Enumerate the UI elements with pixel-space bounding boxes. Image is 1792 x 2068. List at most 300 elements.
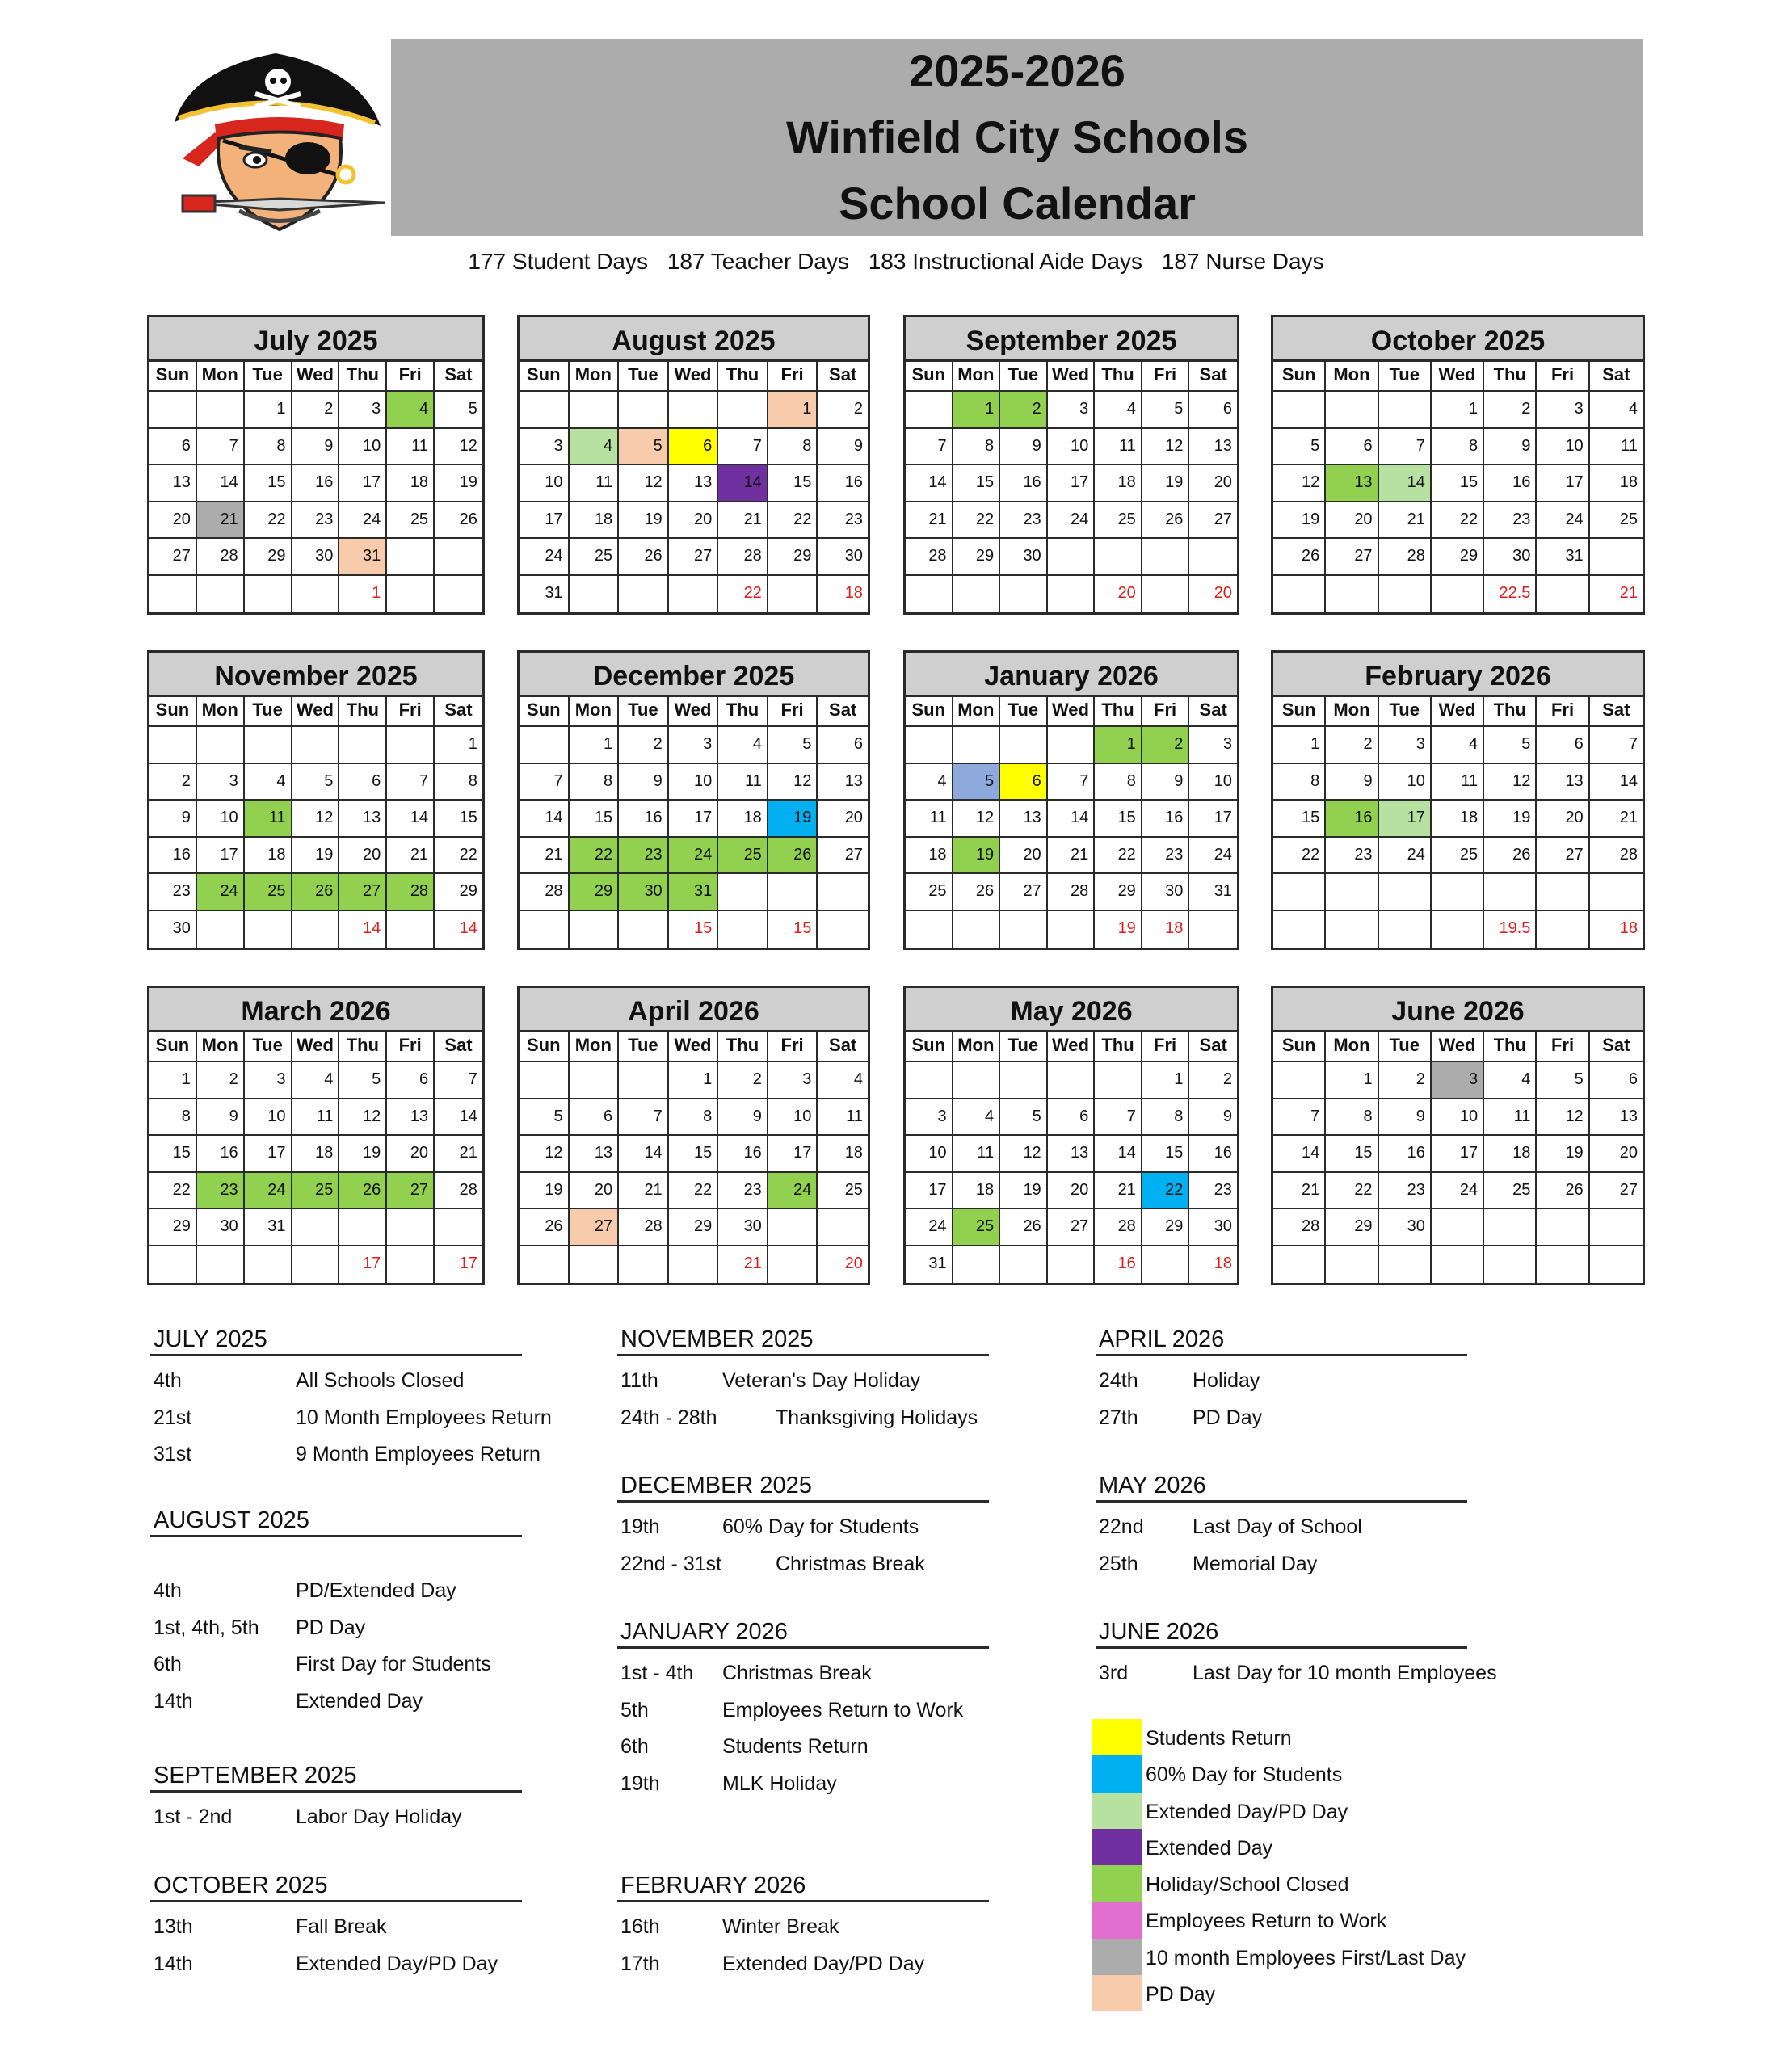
- event-description: Veteran's Day Holiday: [722, 1369, 921, 1392]
- weekday-header: Sat: [1189, 362, 1237, 392]
- empty-cell: [1379, 576, 1432, 613]
- weekday-header: Mon: [570, 1032, 620, 1062]
- day-cell: 31: [520, 576, 570, 613]
- empty-cell: [953, 727, 1001, 764]
- event-date: 14th: [154, 1689, 193, 1713]
- month-july-2025: [147, 315, 485, 615]
- month-january-2026: [903, 650, 1239, 950]
- day-cell: 27: [669, 539, 719, 576]
- day-cell: 2: [1326, 727, 1378, 764]
- weekday-header: Sun: [1273, 697, 1326, 727]
- event-date: 1st - 4th: [620, 1662, 694, 1684]
- empty-cell: [197, 1246, 245, 1284]
- event-description: Memorial Day: [1193, 1552, 1318, 1575]
- day-cell: 18: [718, 801, 768, 838]
- day-cell: 1: [953, 392, 1001, 429]
- weekday-header: Mon: [1326, 697, 1378, 727]
- empty-cell: [1326, 392, 1378, 429]
- day-cell: 27: [1326, 539, 1378, 576]
- day-cell: 23: [619, 838, 669, 875]
- day-cell: 24: [1379, 838, 1432, 875]
- empty-cell: [1484, 1246, 1537, 1284]
- day-cell: 13: [1048, 1136, 1096, 1173]
- empty-cell: [619, 1062, 669, 1099]
- day-cell: 17: [1537, 465, 1589, 502]
- event-description: First Day for Students: [296, 1653, 491, 1675]
- day-total: 22.5: [1484, 576, 1537, 613]
- month-title: February 2026: [1273, 653, 1643, 697]
- event-row: [1096, 1400, 1467, 1437]
- day-cell: 14: [619, 1136, 669, 1173]
- weekday-header: Mon: [570, 697, 620, 727]
- day-cell: 10: [768, 1099, 818, 1137]
- weekday-header: Mon: [197, 362, 245, 392]
- empty-cell: [520, 727, 570, 764]
- empty-cell: [149, 576, 197, 613]
- day-cell: 6: [1048, 1099, 1096, 1137]
- empty-cell: [718, 911, 768, 948]
- event-date: 17th: [620, 1952, 660, 1975]
- day-cell: 5: [1537, 1062, 1589, 1099]
- empty-cell: [520, 911, 570, 948]
- day-cell: 3: [339, 392, 387, 429]
- day-cell: 8: [1432, 429, 1484, 466]
- day-cell: 19: [1000, 1173, 1048, 1210]
- empty-cell: [953, 911, 1001, 948]
- day-cell: 25: [387, 502, 435, 540]
- day-cell: 6: [387, 1062, 435, 1099]
- day-cell: 16: [1484, 465, 1537, 502]
- key-label: 10 month Employees First/Last Day: [1146, 1946, 1466, 1969]
- weekday-header: Wed: [669, 1032, 719, 1062]
- day-total: 1: [339, 576, 387, 613]
- day-cell: 17: [1189, 801, 1237, 838]
- day-cell: 19: [1142, 465, 1190, 502]
- day-cell: 5: [292, 764, 340, 801]
- day-cell: 26: [520, 1209, 570, 1246]
- month-december-2025: [517, 650, 870, 950]
- day-cell: 27: [1537, 838, 1589, 875]
- day-cell: 14: [387, 801, 435, 838]
- empty-cell: [1484, 874, 1537, 911]
- day-cell: 18: [818, 1136, 868, 1173]
- empty-cell: [245, 911, 292, 948]
- day-cell: 16: [1189, 1136, 1237, 1173]
- empty-cell: [1048, 727, 1096, 764]
- month-title: May 2026: [906, 988, 1237, 1032]
- day-cell: 21: [520, 838, 570, 875]
- day-cell: 3: [1537, 392, 1589, 429]
- day-cell: 21: [197, 502, 245, 540]
- day-cell: 12: [1537, 1099, 1589, 1137]
- day-total: 21: [1619, 583, 1638, 602]
- weekday-header: Fri: [768, 697, 818, 727]
- weekday-header: Sun: [1273, 1032, 1326, 1062]
- day-cell: 19: [1273, 502, 1326, 540]
- empty-cell: [1000, 727, 1048, 764]
- day-cell: 3: [906, 1099, 953, 1137]
- events-month-heading: OCTOBER 2025: [150, 1871, 522, 1902]
- day-cell: 2: [1000, 392, 1048, 429]
- empty-cell: [1048, 1246, 1096, 1284]
- weekday-header: Wed: [292, 362, 340, 392]
- event-row: [617, 1363, 989, 1400]
- day-cell: 15: [1326, 1136, 1378, 1173]
- empty-cell: [619, 576, 669, 613]
- day-cell: 12: [339, 1099, 387, 1137]
- weekday-header: Thu: [718, 697, 768, 727]
- empty-cell: [906, 392, 953, 429]
- day-cell: 18: [906, 838, 953, 875]
- day-total: 15: [768, 911, 818, 948]
- day-cell: 3: [1379, 727, 1432, 764]
- events-january: [617, 1617, 989, 1802]
- weekday-header: Mon: [197, 1032, 245, 1062]
- day-cell: 30: [818, 539, 868, 576]
- events-october: [150, 1871, 522, 1982]
- day-cell: 3: [245, 1062, 292, 1099]
- event-date: 11th: [620, 1369, 658, 1392]
- weekday-header: Fri: [1537, 362, 1589, 392]
- weekday-header: Mon: [1326, 362, 1378, 392]
- day-cell: 23: [1000, 502, 1048, 540]
- day-cell: 18: [387, 465, 435, 502]
- day-total: 15: [669, 911, 719, 948]
- day-cell: 14: [520, 801, 570, 838]
- empty-cell: [245, 576, 292, 613]
- day-cell: 9: [1326, 764, 1378, 801]
- key-swatch: [1092, 1939, 1142, 1975]
- weekday-header: Wed: [1432, 697, 1484, 727]
- empty-cell: [339, 1209, 387, 1246]
- day-cell: 25: [718, 838, 768, 875]
- day-cell: 28: [1095, 1209, 1142, 1246]
- month-september-2025: [903, 315, 1239, 615]
- empty-cell: [339, 727, 387, 764]
- day-cell: 23: [292, 502, 340, 540]
- empty-cell: [1537, 1209, 1589, 1246]
- nurse-days: 187 Nurse Days: [1161, 249, 1324, 274]
- day-cell: 26: [1273, 539, 1326, 576]
- day-cell: 12: [619, 465, 669, 502]
- day-cell: 31: [906, 1246, 953, 1284]
- empty-cell: [1189, 911, 1237, 948]
- day-cell: 13: [1590, 1099, 1643, 1137]
- weekday-header: Mon: [1326, 1032, 1378, 1062]
- day-cell: 1: [669, 1062, 719, 1099]
- weekday-header: Wed: [1048, 362, 1096, 392]
- event-row: [150, 1799, 522, 1836]
- day-cell: 25: [570, 539, 620, 576]
- weekday-header: Tue: [1000, 362, 1048, 392]
- day-cell: 5: [1484, 727, 1537, 764]
- event-description: PD/Extended Day: [296, 1579, 456, 1602]
- day-cell: 31: [245, 1209, 292, 1246]
- day-cell: 28: [520, 874, 570, 911]
- day-cell: 26: [768, 838, 818, 875]
- day-cell: 4: [245, 764, 292, 801]
- day-cell: 25: [953, 1209, 1001, 1246]
- day-cell: 20: [1000, 838, 1048, 875]
- day-cell: 9: [1379, 1099, 1432, 1137]
- empty-cell: [1048, 539, 1096, 576]
- day-cell: 17: [1432, 1136, 1484, 1173]
- weekday-header: Sat: [818, 697, 868, 727]
- events-april: [1096, 1325, 1467, 1436]
- empty-cell: [1590, 539, 1643, 576]
- key-swatch: [1092, 1719, 1142, 1755]
- day-cell: 19: [292, 838, 340, 875]
- day-cell: 9: [1484, 429, 1537, 466]
- day-cell: 19: [953, 838, 1001, 875]
- weekday-header: Sun: [149, 362, 197, 392]
- day-cell: 16: [1000, 465, 1048, 502]
- day-cell: 27: [570, 1209, 620, 1246]
- day-cell: 23: [1189, 1173, 1237, 1210]
- day-cell: 13: [387, 1099, 435, 1137]
- day-cell: 30: [197, 1209, 245, 1246]
- day-cell: 20: [1326, 502, 1378, 540]
- day-cell: 22: [1326, 1173, 1378, 1210]
- day-cell: 26: [1142, 502, 1190, 540]
- key-label: 60% Day for Students: [1146, 1763, 1343, 1787]
- empty-cell: [292, 576, 340, 613]
- day-cell: 18: [1484, 1136, 1537, 1173]
- day-total: 18: [1619, 918, 1638, 937]
- weekday-header: Thu: [339, 362, 387, 392]
- day-cell: 8: [435, 764, 482, 801]
- day-cell: 18: [953, 1173, 1001, 1210]
- student-days: 177 Student Days: [468, 249, 648, 274]
- empty-cell: [1000, 1062, 1048, 1099]
- weekday-header: Sat: [1590, 362, 1643, 392]
- day-cell: 24: [669, 838, 719, 875]
- empty-cell: [1273, 392, 1326, 429]
- empty-cell: [1048, 576, 1096, 613]
- key-swatch: [1092, 1975, 1142, 2011]
- day-cell: 14: [718, 465, 768, 502]
- day-cell: 2: [197, 1062, 245, 1099]
- event-date: 22nd - 31st: [620, 1552, 722, 1575]
- day-cell: 30: [1189, 1209, 1237, 1246]
- weekday-header: Wed: [1432, 1032, 1484, 1062]
- day-cell: 20: [1537, 801, 1589, 838]
- empty-cell: [1484, 1209, 1537, 1246]
- teacher-days: 187 Teacher Days: [667, 249, 849, 274]
- empty-cell: [768, 874, 818, 911]
- weekday-header: Mon: [953, 362, 1001, 392]
- day-cell: 29: [1142, 1209, 1190, 1246]
- day-cell: 21: [1590, 801, 1643, 838]
- day-cell: 11: [906, 801, 953, 838]
- empty-cell: [1590, 1246, 1643, 1284]
- event-description: PD Day: [296, 1616, 366, 1639]
- empty-cell: [619, 1246, 669, 1284]
- empty-cell: [149, 392, 197, 429]
- day-cell: 7: [435, 1062, 482, 1099]
- day-cell: 8: [669, 1099, 719, 1137]
- day-cell: 27: [1048, 1209, 1096, 1246]
- empty-cell: [1432, 1246, 1484, 1284]
- month-title: December 2025: [520, 653, 868, 697]
- day-cell: 28: [718, 539, 768, 576]
- event-row: [617, 1400, 989, 1437]
- weekday-header: Sun: [520, 362, 570, 392]
- day-cell: 3: [1432, 1062, 1484, 1099]
- day-cell: 12: [1142, 429, 1190, 466]
- day-cell: 25: [818, 1173, 868, 1210]
- event-row: [150, 1946, 522, 1983]
- day-cell: 3: [669, 727, 719, 764]
- day-cell: 29: [1432, 539, 1484, 576]
- day-cell: 4: [1432, 727, 1484, 764]
- empty-cell: [1590, 874, 1643, 911]
- weekday-header: Fri: [387, 362, 435, 392]
- day-cell: 19: [1537, 1136, 1589, 1173]
- weekday-header: Sat: [435, 1032, 482, 1062]
- day-total: 19.5: [1484, 911, 1537, 948]
- weekday-header: Thu: [1095, 697, 1142, 727]
- day-cell: 10: [197, 801, 245, 838]
- day-cell: 24: [906, 1209, 953, 1246]
- day-cell: 7: [1095, 1099, 1142, 1137]
- day-cell: 1: [1432, 392, 1484, 429]
- day-cell: 27: [1189, 502, 1237, 540]
- day-cell: 22: [149, 1173, 197, 1210]
- event-date: 21st: [154, 1406, 192, 1429]
- weekday-header: Wed: [669, 362, 719, 392]
- event-row: [150, 1400, 552, 1437]
- day-cell: 17: [669, 801, 719, 838]
- event-description: 60% Day for Students: [722, 1515, 919, 1538]
- empty-cell: [387, 539, 435, 576]
- day-cell: 22: [1273, 838, 1326, 875]
- month-february-2026: [1271, 650, 1645, 950]
- day-total: 18: [1142, 911, 1190, 948]
- weekday-header: Thu: [718, 1032, 768, 1062]
- empty-cell: [1326, 911, 1378, 948]
- day-total: 19: [1095, 911, 1142, 948]
- day-cell: 4: [906, 764, 953, 801]
- key-swatch: [1092, 1902, 1142, 1938]
- day-cell: 29: [953, 539, 1001, 576]
- day-cell: 11: [387, 429, 435, 466]
- weekday-header: Sat: [1189, 1032, 1237, 1062]
- day-cell: 28: [619, 1209, 669, 1246]
- day-cell: 16: [1142, 801, 1190, 838]
- day-total: 22: [718, 576, 768, 613]
- day-cell: 26: [1484, 838, 1537, 875]
- events-month-heading: SEPTEMBER 2025: [150, 1761, 522, 1793]
- event-date: 27th: [1099, 1406, 1138, 1429]
- weekday-header: Wed: [1048, 1032, 1096, 1062]
- day-cell: 1: [1095, 727, 1142, 764]
- events-month-heading: APRIL 2026: [1096, 1325, 1467, 1356]
- events-december: [617, 1471, 989, 1583]
- empty-cell: [1273, 1246, 1326, 1284]
- empty-cell: [1379, 874, 1432, 911]
- day-cell: 29: [245, 539, 292, 576]
- weekday-header: Sun: [906, 1032, 953, 1062]
- day-cell: 30: [292, 539, 340, 576]
- day-cell: 7: [387, 764, 435, 801]
- day-cell: 28: [435, 1173, 482, 1210]
- empty-cell: [953, 576, 1001, 613]
- events-month-heading: DECEMBER 2025: [617, 1471, 989, 1503]
- day-cell: 27: [818, 838, 868, 875]
- day-cell: 26: [953, 874, 1001, 911]
- day-cell: 13: [570, 1136, 620, 1173]
- month-title: September 2025: [906, 317, 1237, 362]
- day-cell: 1: [1326, 1062, 1378, 1099]
- events-month-heading: MAY 2026: [1096, 1471, 1467, 1503]
- weekday-header: Fri: [1142, 362, 1190, 392]
- day-cell: 2: [1189, 1062, 1237, 1099]
- day-cell: 12: [292, 801, 340, 838]
- weekday-header: Tue: [245, 362, 292, 392]
- day-cell: 10: [1537, 429, 1589, 466]
- weekday-header: Sat: [435, 697, 482, 727]
- day-cell: 29: [435, 874, 482, 911]
- day-cell: 5: [435, 392, 482, 429]
- weekday-header: Thu: [1484, 362, 1537, 392]
- empty-cell: [1379, 392, 1432, 429]
- day-cell: 29: [570, 874, 620, 911]
- day-cell: 22: [1142, 1173, 1190, 1210]
- empty-cell: [1432, 1209, 1484, 1246]
- day-cell: 10: [669, 764, 719, 801]
- events-july: [150, 1325, 552, 1473]
- empty-cell: [292, 727, 340, 764]
- day-cell: 17: [520, 502, 570, 540]
- day-cell: 21: [387, 838, 435, 875]
- day-cell: 14: [197, 465, 245, 502]
- day-cell: 2: [1379, 1062, 1432, 1099]
- day-cell: 20: [570, 1173, 620, 1210]
- event-row: [1096, 1546, 1467, 1583]
- event-description: Extended Day: [296, 1689, 423, 1713]
- day-cell: 4: [1590, 392, 1643, 429]
- key-label: Holiday/School Closed: [1146, 1873, 1349, 1897]
- day-cell: 11: [292, 1099, 340, 1137]
- day-cell: 21: [906, 502, 953, 540]
- key-swatch: [1092, 1865, 1142, 1902]
- month-october-2025: [1271, 315, 1645, 615]
- day-cell: 28: [1048, 874, 1096, 911]
- event-date: 1st, 4th, 5th: [154, 1616, 259, 1639]
- day-cell: 7: [718, 429, 768, 466]
- empty-cell: [818, 874, 868, 911]
- event-row: [617, 1946, 989, 1983]
- day-total: 18: [844, 583, 863, 602]
- event-description: Christmas Break: [722, 1662, 872, 1684]
- day-cell: 28: [1590, 838, 1643, 875]
- day-cell: 9: [818, 429, 868, 466]
- day-cell: 8: [1273, 764, 1326, 801]
- day-cell: 28: [906, 539, 953, 576]
- day-cell: 5: [1273, 429, 1326, 466]
- day-cell: 5: [953, 764, 1001, 801]
- day-total: 17: [459, 1254, 477, 1272]
- day-cell: 14: [1379, 465, 1432, 502]
- day-cell: 15: [1273, 801, 1326, 838]
- day-cell: 9: [1189, 1099, 1237, 1137]
- empty-cell: [520, 1246, 570, 1284]
- empty-cell: [1000, 911, 1048, 948]
- weekday-header: Fri: [1142, 1032, 1190, 1062]
- day-cell: 24: [768, 1173, 818, 1210]
- day-cell: 18: [292, 1136, 340, 1173]
